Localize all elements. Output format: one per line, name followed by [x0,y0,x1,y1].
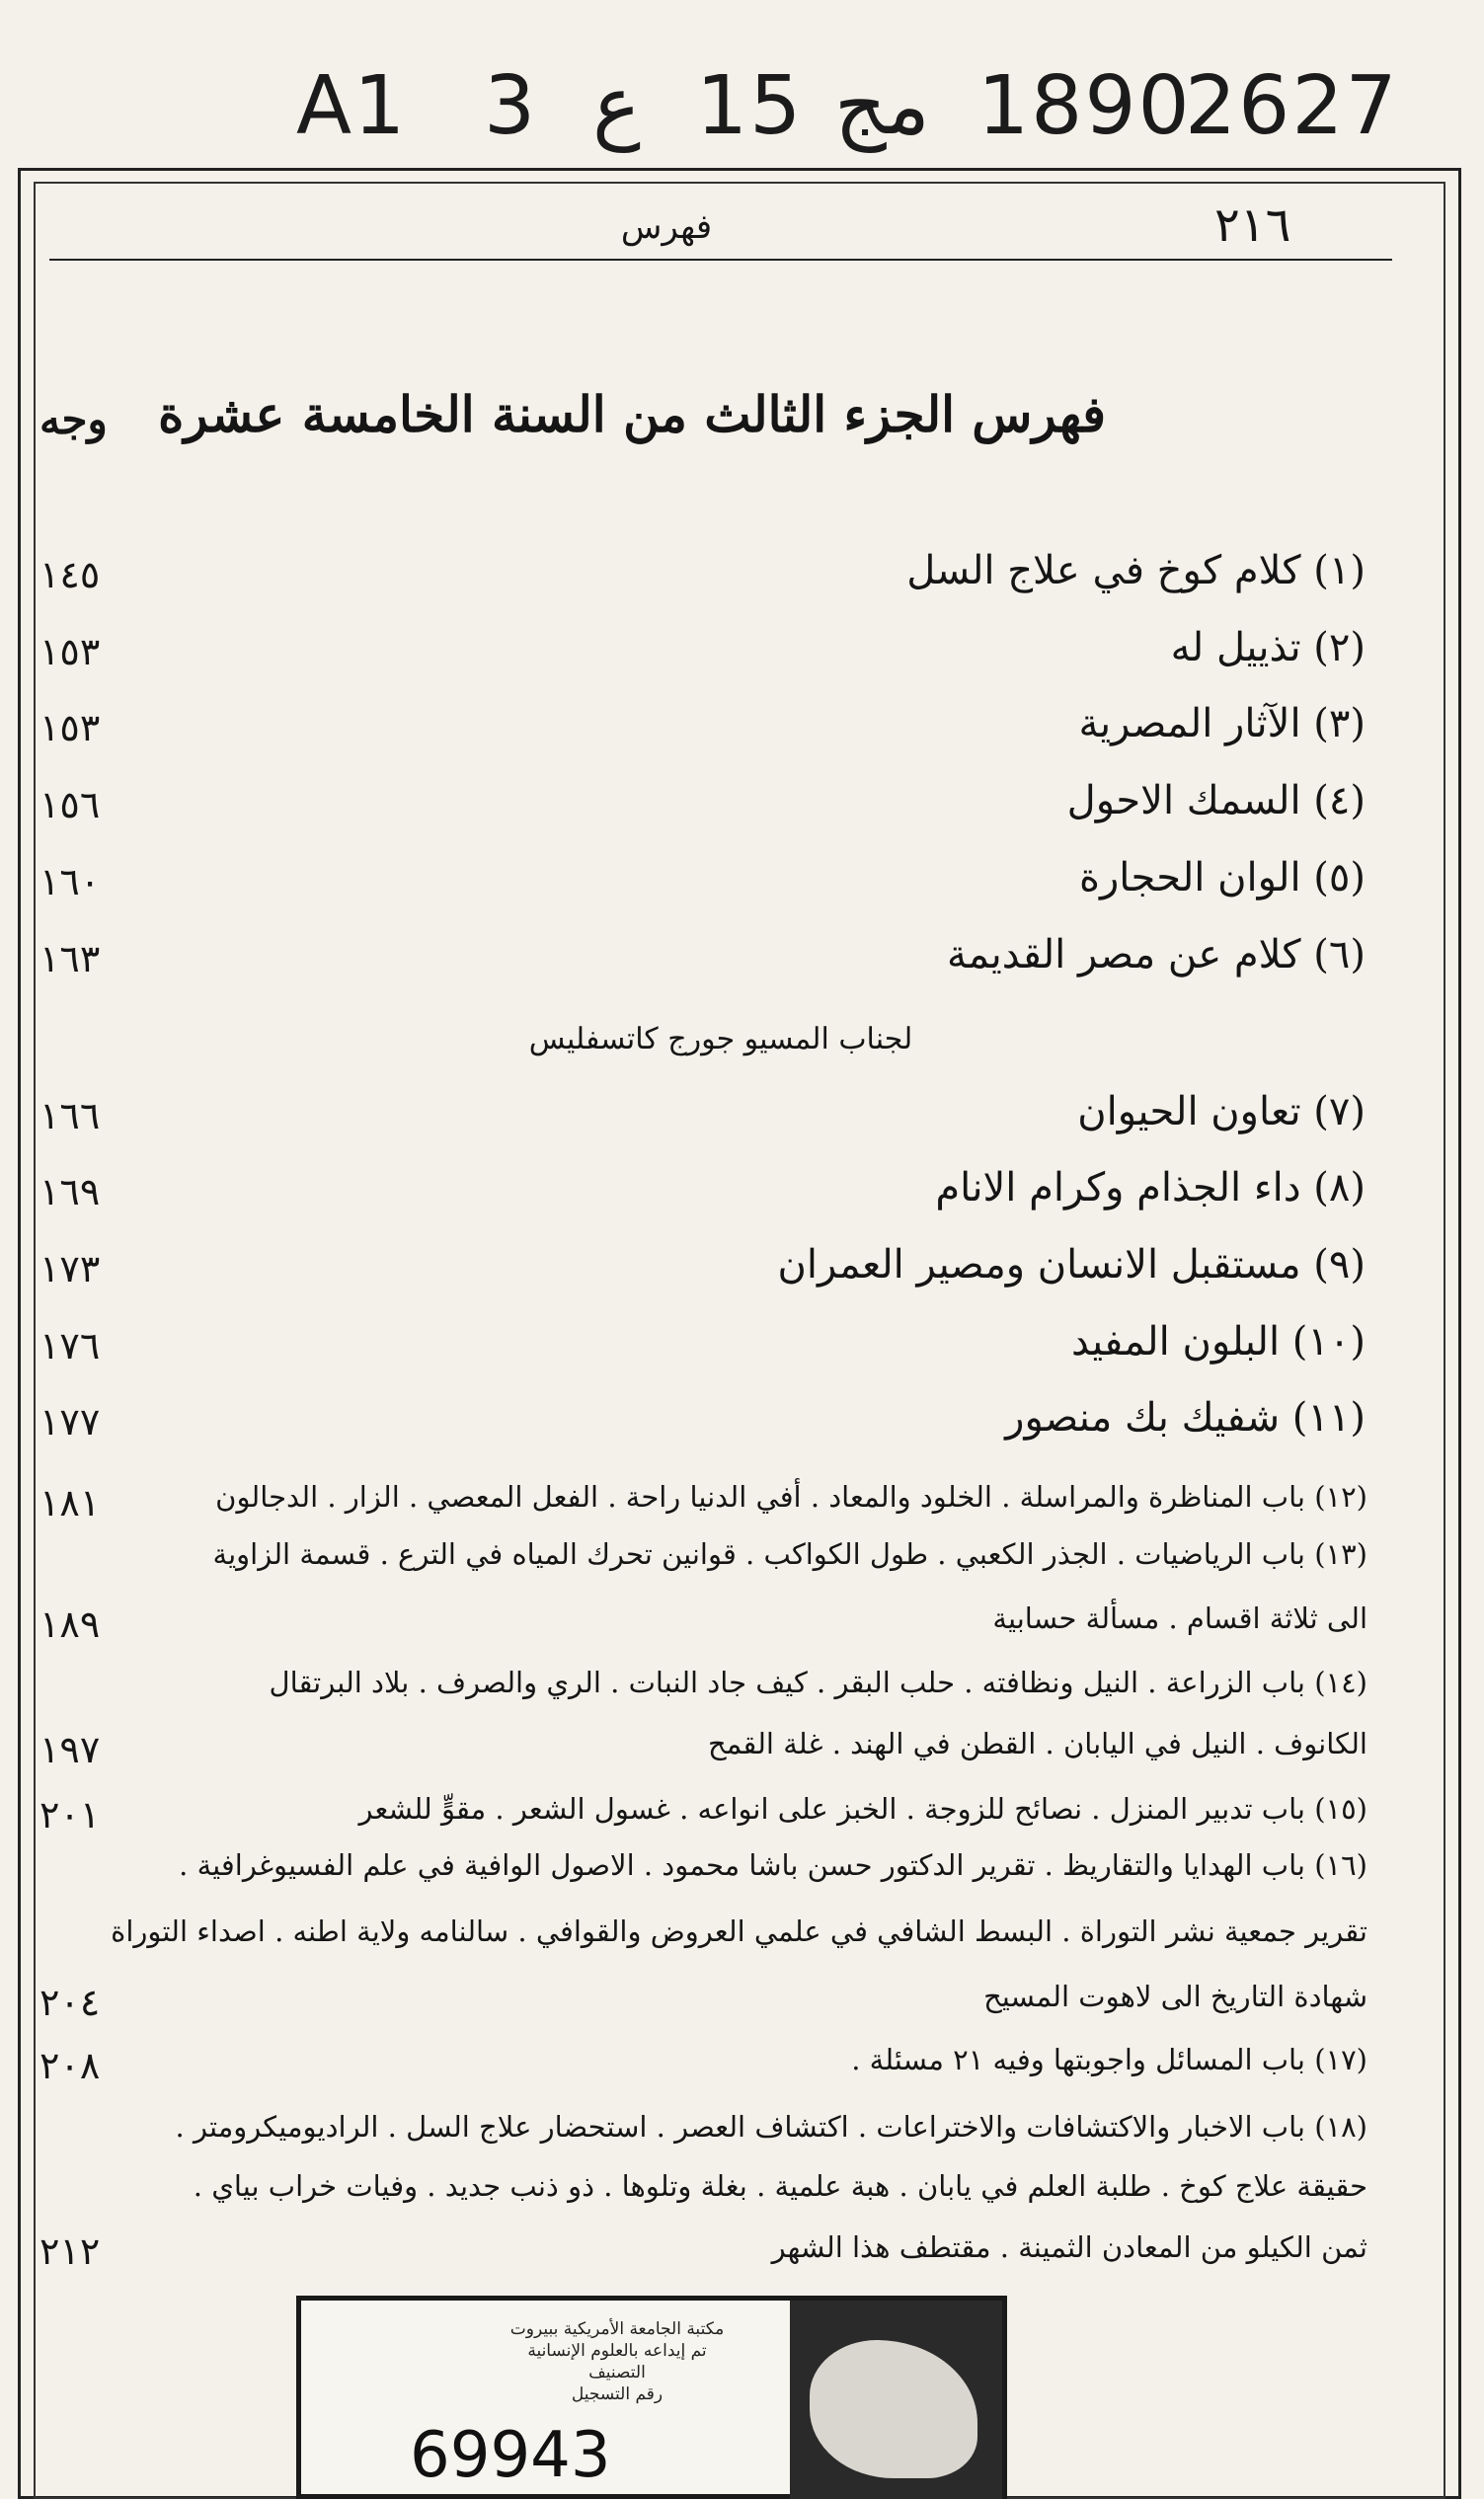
toc-entry-page: ١٥٣ [39,630,101,673]
toc-entry-page: ١٤٥ [39,553,101,596]
library-stamp [296,2296,1007,2499]
toc-entry: (٥) الوان الحجارة [1079,855,1366,900]
section-line: (١٨) باب الاخبار والاكتشافات والاختراعات . اكتشاف العصر . استحضار علاج السل . الراديوميكرومتر . [175,2110,1367,2144]
header-rule [49,259,1392,261]
section-line: (١٤) باب الزراعة . النيل ونظافته . حلب البقر . كيف جاد النبات . الري والصرف . بلاد البرتقال [269,1666,1367,1699]
section-page: ١٨١ [39,1481,101,1524]
toc-entry-page: ١٧٦ [39,1324,101,1367]
toc-entry-page: ١٦٩ [39,1170,101,1213]
handwritten-code-part: ع [592,59,641,153]
stamp-line: رقم التسجيل [571,2384,664,2405]
toc-entry-page: ١٥٣ [39,706,101,749]
toc-entry-page: ١٥٦ [39,783,101,826]
stamp-line: التصنيف [588,2363,646,2383]
toc-entry: (١٠) البلون المفيد [1071,1319,1366,1365]
toc-entry: (٩) مستقبل الانسان ومصير العمران [777,1242,1366,1288]
toc-entry-page: ١٧٣ [39,1247,101,1290]
section-page: ١٨٩ [39,1602,101,1646]
section-line: (١٢) باب المناظرة والمراسلة . الخلود والمعاد . أفي الدنيا راحة . الفعل المعصي . الزار . الدجالون [215,1480,1367,1514]
stamp-registration-number: 69943 [410,2419,611,2492]
section-line: (١٧) باب المسائل واجوبتها وفيه ٢١ مسئلة . [851,2043,1367,2076]
stamp-photo [790,2301,1002,2499]
handwritten-code-part: مج [834,59,930,153]
section-line: تقرير جمعية نشر التوراة . البسط الشافي في علمي العروض والقوافي . سالنامه ولاية اطنه . اصداء التوراة [111,1914,1367,1948]
handwritten-code-part: 15 [696,59,804,153]
section-page: ١٩٧ [39,1728,101,1771]
toc-entry: (١١) شفيك بك منصور [1005,1395,1366,1441]
section-line: حقيقة علاج كوخ . طلبة العلم في يابان . هبة علمية . بغلة وتلوها . ذو ذنب جديد . وفيات خراب بياي . [193,2169,1367,2203]
section-page: ٢٠١ [39,1793,101,1836]
handwritten-code-part: 1890 [977,59,1192,153]
toc-entry: (٧) تعاون الحيوان [1077,1089,1366,1134]
section-line: (١٥) باب تدبير المنزل . نصائح للزوجة . الخبز على انواعه . غسول الشعر . مقوٍّ للشعر [358,1792,1367,1826]
section-page: ٢٠٤ [39,1981,101,2024]
toc-entry: (٣) الآثار المصرية [1078,701,1366,746]
handwritten-code-part: 3 [484,59,538,153]
section-line: الى ثلاثة اقسام . مسألة حسابية [992,1601,1367,1635]
section-line: شهادة التاريخ الى لاهوت المسيح [983,1980,1367,2013]
toc-entry: (٨) داء الجذام وكرام الانام [935,1165,1366,1210]
toc-title: فهرس الجزء الثالث من السنة الخامسة عشرة [158,385,1106,443]
toc-entry: (١) كلام كوخ في علاج السل [906,548,1366,593]
toc-entry-page: ١٧٧ [39,1400,101,1444]
section-line: (١٣) باب الرياضيات . الجذر الكعبي . طول الكواكب . قوانين تحرك المياه في الترع . قسمة الزاوية [212,1537,1367,1571]
handwritten-archive-code [296,49,1432,178]
toc-entry: (٦) كلام عن مصر القديمة [947,932,1366,977]
toc-entry-page: ١٦٠ [39,860,101,903]
running-head: فهرس [620,207,713,247]
page-column-label: وجه [39,395,108,443]
toc-entry-page: ١٦٣ [39,937,101,980]
stamp-line: مكتبة الجامعة الأمريكية ببيروت [509,2319,725,2339]
toc-entry-page: ١٦٦ [39,1094,101,1137]
page-number: ٢١٦ [1214,197,1291,253]
section-line: (١٦) باب الهدايا والتقاريظ . تقرير الدكتور حسن باشا محمود . الاصول الوافية في علم الفسيوغرافية . [179,1848,1367,1882]
section-page: ٢١٢ [39,2229,101,2273]
section-page: ٢٠٨ [39,2044,101,2087]
handwritten-code-part: 2627 [1185,59,1399,153]
handwritten-code-part: A1 [296,59,408,153]
credit-line: لجناب المسيو جورج كاتسفليس [528,1022,913,1056]
section-line: ثمن الكيلو من المعادن الثمينة . مقتطف هذا الشهر [771,2230,1367,2264]
toc-entry: (٤) السمك الاحول [1066,778,1366,823]
section-line: الكانوف . النيل في اليابان . القطن في الهند . غلة القمح [707,1727,1367,1760]
stamp-line: تم إيداعه بالعلوم الإنسانية [527,2341,707,2362]
toc-entry: (٢) تذييل له [1170,625,1366,670]
